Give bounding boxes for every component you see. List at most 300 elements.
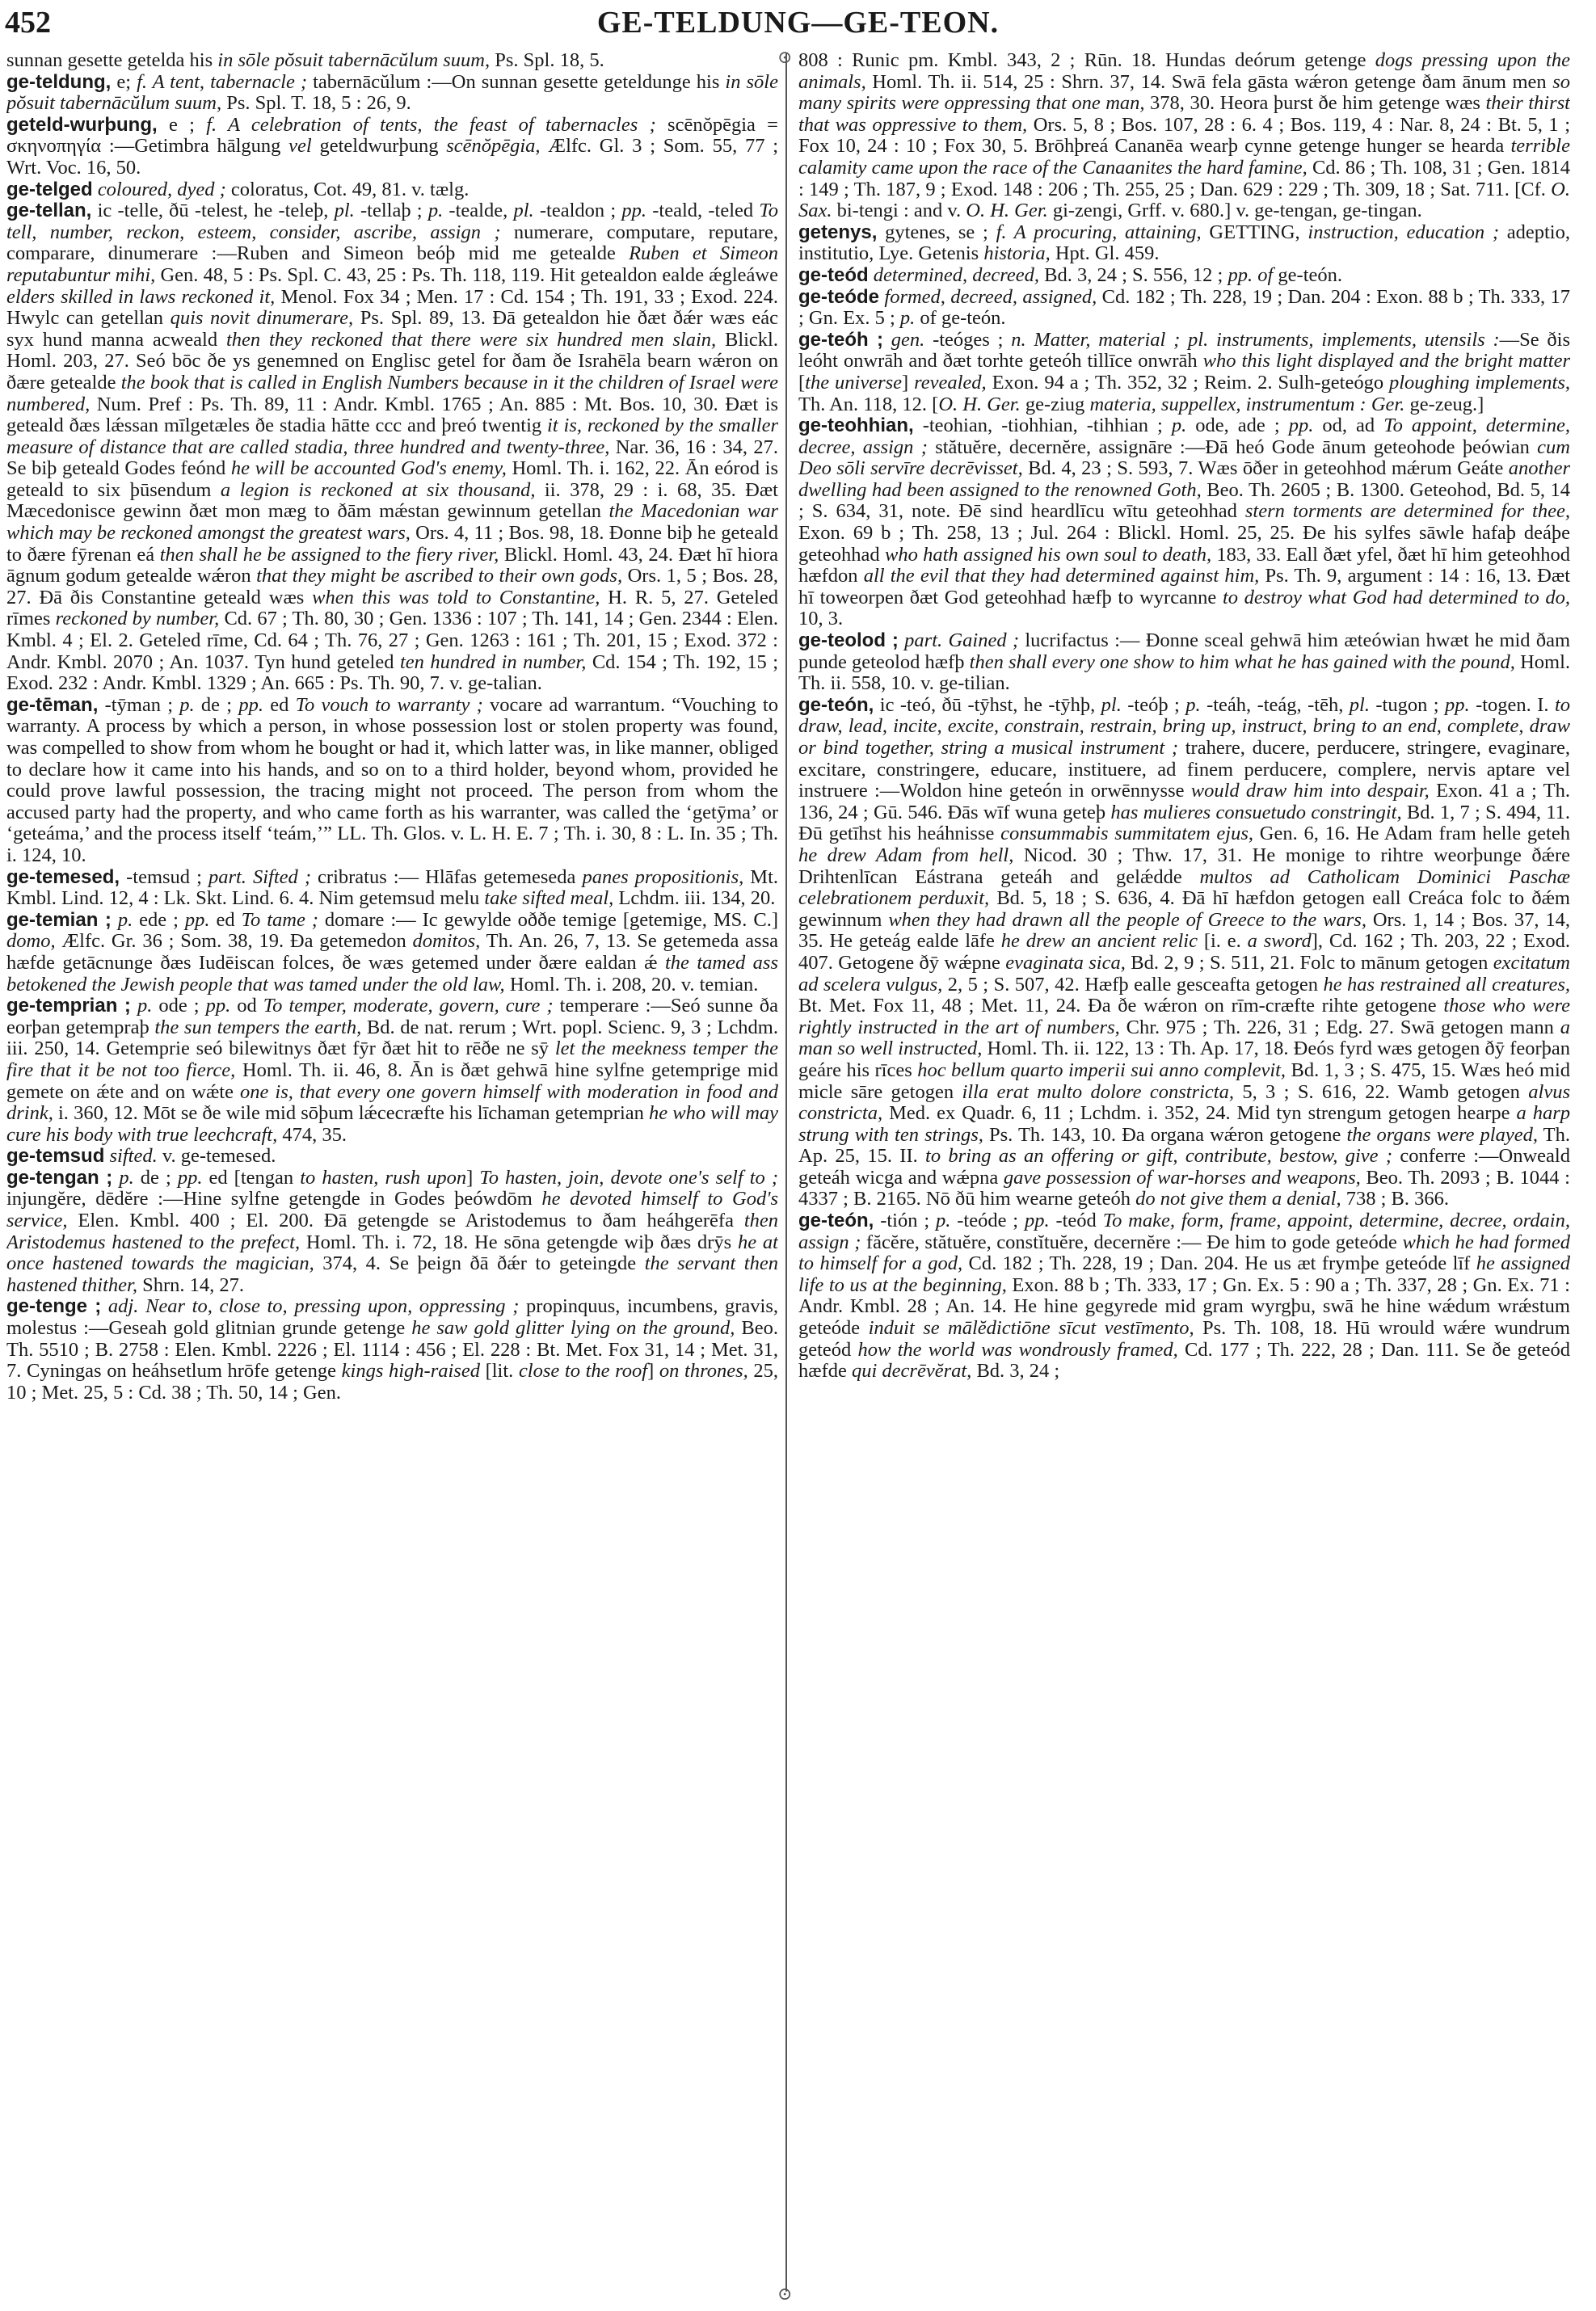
entry-translation: he at once hastened towards the magician, bbox=[6, 1231, 778, 1275]
dictionary-entry bbox=[6, 72, 778, 115]
entry-translation: consummabis summitatem ejus, bbox=[1000, 823, 1254, 845]
entry-text: Lchdm. iii. 134, 20. bbox=[613, 887, 776, 910]
entry-translation: To tell, number, reckon, esteem, consider, ascribe, assign ; bbox=[6, 200, 778, 243]
entry-translation: To appoint, determine, decree, assign ; bbox=[798, 415, 1570, 458]
entry-text: Nar. 36, 16 : 34, 27. Se biþ geteald Godes feónd bbox=[6, 436, 778, 480]
entry-translation: p. bbox=[137, 995, 153, 1017]
entry-translation: it is, reckoned by the smaller measure of distance that are called stadia, three hundred and twenty-three, bbox=[6, 415, 778, 458]
entry-text: Gen. 6, 16. He Adam fram helle geteh bbox=[1253, 823, 1570, 845]
entry-text: stătuĕre, decernĕre, assignāre :—Ðā heó Gode ānum geteohode þeówian bbox=[927, 436, 1538, 458]
entry-translation: to destroy what God had determined to do, bbox=[1222, 586, 1570, 608]
entry-text: [lit. bbox=[479, 1360, 519, 1383]
entry-headword: ge-teldung, bbox=[6, 70, 112, 93]
entry-translation: qui decrēvĕrat, bbox=[852, 1360, 972, 1383]
entry-text: Ps. Spl. T. 18, 5 : 26, 9. bbox=[221, 92, 411, 115]
entry-text: 25, 10 ; Met. 25, 5 : Cd. 38 ; Th. 50, 14 ; Gen. bbox=[6, 1360, 778, 1404]
entry-text: -teóde ; bbox=[950, 1210, 1025, 1232]
entry-translation: who hath assigned his own soul to death, bbox=[884, 543, 1212, 566]
entry-text: cribratus :— Hlāfas getemeseda bbox=[310, 865, 583, 888]
entry-text: Gen. 48, 5 : Ps. Spl. C. 43, 25 : Ps. Th. 118, 119. Hit getealdon ealde ǽgleáwe bbox=[155, 263, 778, 286]
entry-text: Chr. 975 ; Th. 226, 31 ; Edg. 27. Swā getogen mann bbox=[1119, 1016, 1560, 1038]
entry-translation: materia, suppellex, instrumentum : Ger. bbox=[1089, 393, 1405, 415]
entry-text: ], Cd. 162 ; Th. 203, 22 ; Exod. 407. Getogene ðȳ wǽpne bbox=[798, 930, 1570, 974]
entry-text: sunnan gesette getelda his bbox=[6, 50, 218, 71]
entry-translation: adj. Near to, close to, pressing upon, oppressing ; bbox=[107, 1295, 520, 1318]
entry-translation: alvus constricta, bbox=[798, 1080, 1570, 1125]
entry-translation: in sōle pŏsuit tabernācŭlum suum, bbox=[217, 50, 491, 71]
entry-translation: determined, decreed, bbox=[873, 263, 1040, 286]
entry-text: Homl. Th. ii. 46, 8. Ān is ðæt gehwā hine sylfne getemprige mid gemete on ǽte and on wǽte bbox=[6, 1059, 778, 1103]
entry-text: geteldwurþung bbox=[311, 135, 447, 158]
entry-translation: domitos, bbox=[412, 930, 481, 953]
entry-translation: p. bbox=[427, 200, 444, 222]
entry-text: -teód bbox=[1049, 1210, 1103, 1232]
entry-translation: he drew Adam from hell, bbox=[798, 844, 1014, 866]
entry-text: trahere, ducere, perducere, stringere, evaginare, excitare, constringere, educare, instituere, ad finem perducere, complere, nervis aptare vel instruere :—Woldon hine geteón in orwēnnysse bbox=[798, 737, 1570, 802]
entry-text: ] bbox=[466, 1166, 480, 1189]
entry-text: 738 ; B. 366. bbox=[1341, 1188, 1450, 1210]
entry-translation: Ruben et Simeon reputabuntur mihi, bbox=[6, 242, 778, 286]
entry-text: injungĕre, dēdĕre :—Hine sylfne getengde in Godes þeówdōm bbox=[6, 1188, 542, 1210]
entry-text: ode ; bbox=[152, 995, 206, 1017]
entry-translation: one is, that every one govern himself with moderation in food and drink, bbox=[6, 1080, 778, 1125]
entry-translation: close to the roof bbox=[518, 1360, 648, 1383]
entry-translation: kings high-raised bbox=[341, 1360, 480, 1383]
entry-translation: all the evil that they had determined against him, bbox=[863, 565, 1260, 587]
entry-translation: illa erat multo dolore constricta, bbox=[962, 1080, 1234, 1103]
entry-translation: another dwelling had been assigned to the renowned Goth, bbox=[798, 457, 1570, 501]
entry-translation: To temper, moderate, govern, cure ; bbox=[263, 995, 554, 1017]
entry-text: -tellaþ ; bbox=[354, 200, 428, 222]
entry-headword: ge-tenge ; bbox=[6, 1295, 102, 1318]
running-title: GE-TELDUNG—GE-TEON. bbox=[596, 6, 1000, 40]
entry-text: Bd. 3, 24 ; bbox=[971, 1360, 1060, 1383]
dictionary-entry bbox=[798, 265, 1570, 287]
entry-text: Num. Pref : Ps. Th. 89, 11 : Andr. Kmbl. 1765 ; An. 885 : Mt. Bos. 10, 30. Ðæt is geteald ðæs lǽssan mīlgetæles ðe stadia hātte ccc and þreó twentig bbox=[6, 393, 778, 437]
entry-text: -temsud ; bbox=[120, 865, 208, 888]
entry-text: —Se ðis leóht onwrāh and ðæt torhte geteóh tillīce onwrāh bbox=[798, 328, 1570, 373]
entry-text: Bd. 5, 18 ; S. 636, 4. Ðā hī hæfdon getogen eall Creáca folc to ðǽm gewinnum bbox=[798, 887, 1570, 931]
dictionary-entry bbox=[6, 910, 778, 996]
entry-text: od, ad bbox=[1313, 415, 1384, 437]
entry-headword: getenys, bbox=[798, 221, 878, 243]
entry-text: gi-zengi, Grff. v. 680.] v. ge-tengan, ge-tingan. bbox=[1047, 200, 1422, 222]
entry-translation: let the meekness temper the fire that it be not too fierce, bbox=[6, 1038, 778, 1081]
entry-translation: f. A celebration of tents, the feast of tabernacles ; bbox=[206, 113, 656, 136]
entry-translation: evaginata sica, bbox=[1005, 951, 1126, 974]
entry-headword: ge-temesed, bbox=[6, 865, 120, 888]
entry-text: Blickl. Homl. 203, 27. Seó bōc ðe ys genemned on Englisc getel for ðam ðe Israhēla bearn wǽron on ðære getealde bbox=[6, 328, 778, 394]
entry-text: domare :— Ic gewylde oððe temige [getemige, MS. C.] bbox=[318, 908, 778, 931]
entry-text: gytenes, se ; bbox=[877, 221, 996, 243]
entry-text: ic -telle, ðū -telest, he -teleþ, bbox=[91, 200, 335, 222]
entry-text: Cd. 177 ; Th. 222, 28 ; Dan. 111. Se ðe geteód hæfde bbox=[798, 1338, 1570, 1383]
entry-translation: p. bbox=[119, 1166, 134, 1189]
entry-translation: n. Matter, material ; pl. instruments, implements, utensils : bbox=[1011, 328, 1500, 351]
left-column bbox=[6, 50, 778, 2305]
entry-translation: that they might be ascribed to their own gods, bbox=[256, 565, 623, 587]
entry-translation: To tame ; bbox=[241, 908, 318, 931]
entry-translation: f. A tent, tabernacle ; bbox=[137, 70, 308, 93]
entry-text: ede ; bbox=[133, 908, 185, 931]
entry-text: de ; bbox=[133, 1166, 178, 1189]
entry-text: Beo. Th. 2605 ; B. 1300. Geteohod, Bd. 5, 14 ; S. 634, 31, note. Ðē sind heardlīcu wītu geteohhad bbox=[798, 478, 1570, 523]
entry-translation: those who were rightly instructed in the art of numbers, bbox=[798, 995, 1570, 1038]
entry-text: ii. 378, 29 : i. 68, 35. Ðæt Mæcedonisce gewinn ðæt mon mæg to ðām mǽstan gewinnum getellan bbox=[6, 478, 778, 523]
entry-text: Med. ex Quadr. 6, 11 ; Lchdm. i. 352, 24. Mid tyn strengum getogen hearpe bbox=[882, 1102, 1517, 1125]
entry-headword: ge-tēman, bbox=[6, 693, 99, 716]
entry-translation: who this light displayed and the bright matter bbox=[1202, 350, 1570, 373]
entry-translation: part. Sifted ; bbox=[208, 865, 311, 888]
entry-text: ed [tengan bbox=[202, 1166, 301, 1189]
entry-headword: ge-teóh ; bbox=[798, 328, 883, 351]
entry-translation: domo, bbox=[6, 930, 56, 953]
entry-translation: formed, decreed, assigned, bbox=[884, 285, 1097, 308]
entry-text: -teald, -teled bbox=[646, 200, 760, 222]
entry-translation: has mulieres consuetudo constringit, bbox=[1110, 801, 1402, 823]
entry-translation: pp. bbox=[205, 995, 231, 1017]
entry-text: GETTING, bbox=[1201, 221, 1308, 243]
entry-text: Elen. Kmbl. 400 ; El. 200. Ðā getengde se Aristodemus to ðam heáhgerēfa bbox=[67, 1210, 744, 1232]
entry-translation: when they had drawn all the people of Greece to the wars, bbox=[888, 908, 1366, 931]
entry-translation: the book that is called in English Numbers because in it the children of Israel were numbered, bbox=[6, 371, 778, 415]
entry-text: Blickl. Homl. 43, 24. Ðæt hī hiora āgnum godum getealde wǽron bbox=[6, 543, 778, 587]
dictionary-entry bbox=[798, 630, 1570, 695]
entry-text: Th. An. 26, 7, 13. Se getemeda assa hæfde getācnunge ðæs Iudēiscan folces, ðe wæs getemed under ðære ealdan ǽ bbox=[6, 930, 778, 974]
page-number: 452 bbox=[5, 6, 51, 40]
entry-text: ] bbox=[902, 371, 915, 394]
entry-text: ge-ziug bbox=[1020, 393, 1090, 415]
dictionary-entry bbox=[6, 1168, 778, 1297]
entry-translation: he has restrained all creatures, bbox=[1323, 973, 1570, 996]
entry-translation: pl. bbox=[513, 200, 534, 222]
entry-text: -tȳman ; bbox=[98, 693, 180, 716]
entry-text: Exon. 88 b ; Th. 333, 17 ; Gn. Ex. 5 : 90 a ; Th. 337, 28 ; Gn. Ex. 71 : Andr. Kmbl. 28 ; An. 14. He hine gegyrede mid gram wyrgþu, swā he hine wǽdum wrǽstum geteóde bbox=[798, 1273, 1570, 1340]
entry-translation: panes propositionis, bbox=[582, 865, 744, 888]
entry-translation: he saw gold glitter lying on the ground, bbox=[411, 1317, 735, 1340]
entry-translation: ten hundred in number, bbox=[399, 650, 587, 673]
entry-text: i. 360, 12. Mōt se ðe wile mid sōþum lǽcecræfte his līchaman getemprian bbox=[53, 1102, 650, 1125]
entry-translation: coloured, dyed ; bbox=[97, 178, 226, 200]
entry-text: conferre :—Onweald geteáh wicga and wǽpna bbox=[798, 1145, 1570, 1189]
entry-text: Mt. Kmbl. Lind. 12, 4 : Lk. Skt. Lind. 6. 4. Nim getemsud melu bbox=[6, 865, 778, 910]
entry-translation: O. H. Ger. bbox=[938, 393, 1021, 415]
entry-translation: O. Sax. bbox=[798, 178, 1570, 222]
entry-translation: To hasten, join, devote one's self to ; bbox=[479, 1166, 778, 1189]
entry-text bbox=[883, 329, 891, 351]
entry-translation: To vouch to warranty ; bbox=[295, 693, 483, 716]
entry-text: 10, 3. bbox=[798, 608, 844, 630]
entry-text: Homl. Th. ii. 122, 13 : Th. Ap. 17, 18. Ðeós fyrd wæs getogen ðȳ feorþan geáre his rīces bbox=[798, 1038, 1570, 1081]
entry-text: Cd. 182 ; Th. 228, 19 ; Dan. 204 : Exon. 88 b ; Th. 333, 17 ; Gn. Ex. 5 ; bbox=[798, 285, 1570, 330]
entry-translation: pl. bbox=[1349, 693, 1370, 716]
entry-translation: to draw, lead, incite, excite, constrain, restrain, bring up, instruct, bring to an end, complete, draw or bind together, string a musical instrument ; bbox=[798, 693, 1570, 759]
entry-text: Nicod. 30 ; Thw. 17, 31. He monige to rihtre weorþunge ðǽre Drihtenlīcan Eástrana geteáh and gelǽdde bbox=[798, 844, 1570, 888]
entry-text: ed bbox=[209, 908, 242, 931]
entry-text: -tión ; bbox=[874, 1210, 936, 1232]
entry-translation: to hasten, rush upon bbox=[300, 1166, 467, 1189]
entry-text: Bd. de nat. rerum ; Wrt. popl. Scienc. 9, 3 ; Lchdm. iii. 250, 14. Getemprie seó bilewitnys ðæt fȳr ðæt hit to rēðe ne sȳ bbox=[6, 1016, 778, 1060]
entry-text: ge-teón. bbox=[1273, 263, 1343, 286]
entry-headword: ge-temsud bbox=[6, 1145, 105, 1168]
right-column bbox=[798, 50, 1570, 2305]
entry-text: 5, 3 ; S. 616, 22. Wamb getogen bbox=[1233, 1080, 1529, 1103]
entry-text: 378, 30. Heora þurst ðe him getenge wæs bbox=[1144, 92, 1486, 115]
entry-text: e ; bbox=[157, 113, 207, 136]
entry-headword: geteld-wurþung, bbox=[6, 113, 158, 136]
entry-text: Shrn. 14, 27. bbox=[137, 1273, 245, 1296]
entry-headword: ge-temian ; bbox=[6, 908, 112, 931]
entry-text: vocare ad warrantum. “Vouching to warranty. A process by which a person, in whose possession lost or stolen property was found, was compelled to show from whom he bought or had it, which latter was, in like manner, obliged to declare how it came into his hands, and so on to a third holder, beyond whom, provided he could prove lawful possession, the tracing might not proceed. The person from whom the accused party had the property, and who came forth as his warranter, was called the ‘getȳma’ or ‘geteáma,’ and the process itself ‘teám,’” LL. Th. Glos. v. L. H. E. 7 ; Th. i. 30, 8 : L. In. 35 ; Th. i. 124, 10. bbox=[6, 693, 778, 866]
column-divider-top-ornament: ⊙ bbox=[777, 47, 793, 67]
entry-text: Th. Ap. 25, 15. II. bbox=[798, 1123, 1570, 1168]
entry-headword: ge-temprian ; bbox=[6, 995, 131, 1017]
entry-translation: pp. bbox=[621, 200, 647, 222]
entry-text: făcĕre, stătuĕre, constĭtuĕre, decernĕre :— Ðe him to gode geteóde bbox=[861, 1231, 1403, 1253]
dictionary-entry bbox=[6, 1296, 778, 1404]
entry-translation: then Aristodemus hastened to the prefect, bbox=[6, 1210, 778, 1253]
entry-translation: pp. bbox=[177, 1166, 203, 1189]
entry-text: ode, ade ; bbox=[1186, 415, 1289, 437]
entry-translation: he assigned life to us at the beginning, bbox=[798, 1252, 1570, 1296]
dictionary-entry bbox=[6, 996, 778, 1146]
entry-translation: take sifted meal, bbox=[484, 887, 614, 910]
entry-translation: excitatum ad scelera vulgus, bbox=[798, 951, 1570, 996]
entry-translation: induit se mālĕdictiōne sīcut vestīmento, bbox=[868, 1317, 1194, 1340]
entry-translation: quis novit dinumerare, bbox=[170, 307, 354, 330]
entry-headword: ge-teón, bbox=[798, 1210, 874, 1232]
dictionary-entry bbox=[6, 695, 778, 867]
entry-translation: pl. bbox=[1101, 693, 1122, 716]
entry-translation: to bring as an offering or gift, contribute, bestow, give ; bbox=[925, 1145, 1392, 1168]
entry-text: ic -teó, ðū -tȳhst, he -tȳhþ, bbox=[874, 693, 1101, 716]
entry-text: 808 : Runic pm. Kmbl. 343, 2 ; Rūn. 18. Hundas deórum getenge bbox=[798, 50, 1375, 71]
entry-text: -teohian, -tiohhian, -tihhian ; bbox=[913, 415, 1172, 437]
entry-translation: a man so well instructed, bbox=[798, 1016, 1570, 1060]
entry-text: numerare, computare, reputare, comparare, dinumerare :—Ruben and Simeon beóþ mid me getealde bbox=[6, 221, 778, 265]
entry-headword: ge-teóde bbox=[798, 285, 880, 308]
entry-text: of ge-teón. bbox=[915, 307, 1006, 330]
entry-text: Ælfc. Gr. 36 ; Som. 38, 19. Ða getemedon bbox=[55, 930, 413, 953]
entry-translation: a harp strung with ten strings, bbox=[798, 1102, 1570, 1146]
entry-text: Homl. Th. ii. 514, 25 : Shrn. 37, 14. Swā fela gāsta wǽron getenge ðam ānum men bbox=[865, 70, 1553, 93]
entry-translation: do not give them a denial, bbox=[1135, 1188, 1341, 1210]
entry-translation: the Macedonian war which may be reckoned amongst the greatest wars, bbox=[6, 500, 778, 545]
entry-translation: p. bbox=[117, 908, 133, 931]
entry-translation: he drew an ancient relic bbox=[1000, 930, 1198, 953]
entry-text: Ps. Spl. 18, 5. bbox=[490, 50, 604, 71]
entry-text: Homl. Th. ii. 558, 10. v. ge-tilian. bbox=[798, 650, 1570, 695]
entry-text: 183, 33. Eall ðæt yfel, ðæt hī him geteohhod hæfdon bbox=[798, 543, 1570, 587]
entry-translation: he devoted himself to God's service, bbox=[6, 1188, 778, 1232]
entry-translation: pp. bbox=[238, 693, 263, 716]
entry-translation: pp. bbox=[1288, 415, 1314, 437]
entry-text: Ors. 5, 8 ; Bos. 107, 28 : 6. 4 ; Bos. 119, 4 : Nar. 8, 24 : Bt. 5, 1 ; Fox 10, 24 : 10 ; Fox 30, 5. Brōhþreá Cananēa wearþ cynne getenge hunger se hearda bbox=[798, 113, 1570, 158]
entry-text bbox=[131, 995, 137, 1017]
entry-translation: the organs were played, bbox=[1346, 1123, 1538, 1146]
entry-translation: a legion is reckoned at six thousand, bbox=[220, 478, 536, 501]
entry-text: scēnŏpēgia = σκηνοπηγία :—Getimbra hālgung bbox=[6, 113, 778, 158]
entry-text: 374, 4. Se þeign ðā ðǽr to geteingde bbox=[314, 1252, 645, 1275]
entry-headword: ge-teohhian, bbox=[798, 415, 914, 437]
entry-translation: stern torments are determined for thee, bbox=[1244, 500, 1570, 523]
dictionary-entry bbox=[798, 415, 1570, 630]
entry-text: Bd. 1, 3 ; S. 475, 15. Wæs heó mid micle sāre getogen bbox=[798, 1059, 1570, 1103]
entry-text: [i. e. bbox=[1197, 930, 1248, 953]
entry-text: 2, 5 ; S. 507, 42. Hæfþ ealle gesceafta getogen bbox=[942, 973, 1324, 996]
entry-headword: ge-teón, bbox=[798, 693, 874, 716]
entry-translation: terrible calamity came upon the race of the Canaanites the hard famine, bbox=[798, 135, 1570, 179]
entry-translation: part. Gained ; bbox=[904, 629, 1020, 652]
entry-text: bi-tengi : and v. bbox=[832, 200, 966, 222]
entry-text: Ps. Spl. 89, 13. Ðā getealdon hie ðæt ðǽr wæs eác syx hund manna acweald bbox=[6, 307, 778, 351]
entry-translation: elders skilled in laws reckoned it, bbox=[6, 285, 276, 308]
dictionary-entry bbox=[6, 200, 778, 695]
entry-text: Cd. 182 ; Th. 228, 19 ; Dan. 204. He us æt frymþe geteóde līf bbox=[962, 1252, 1476, 1275]
entry-text: lucrifactus :— Ðonne sceal gehwā him æteówian hwæt he mid ðam punde geteolod hæfþ bbox=[798, 629, 1570, 673]
entry-translation: reckoned by number, bbox=[55, 608, 220, 630]
entry-translation: then shall every one show to him what he has gained with the pound, bbox=[969, 650, 1515, 673]
entry-text: Beo. Th. 2093 ; B. 1044 : 4337 ; B. 2165. Nō ðū him wearne geteóh bbox=[798, 1166, 1570, 1210]
entry-translation: p. bbox=[899, 307, 916, 330]
entry-translation: p. bbox=[1185, 693, 1201, 716]
dictionary-entry bbox=[6, 115, 778, 179]
entry-text: Ors. 4, 11 ; Bos. 98, 18. Ðonne biþ he geteald to ðære fȳrenan eá bbox=[6, 522, 778, 566]
entry-translation: gen. bbox=[891, 328, 925, 351]
entry-translation: historia, bbox=[983, 242, 1051, 265]
entry-translation: gave possession of war-horses and weapons, bbox=[1003, 1166, 1361, 1189]
entry-translation: O. H. Ger. bbox=[966, 200, 1048, 222]
entry-text: Bt. Met. Fox 11, 48 ; Met. 11, 24. Ða ðe wǽron on rīm-cræfte rihte getogene bbox=[798, 995, 1444, 1017]
entry-translation: then they reckoned that there were six hundred men slain, bbox=[225, 328, 717, 351]
entry-translation: dogs pressing upon the animals, bbox=[798, 50, 1570, 93]
entry-text: Th. An. 118, 12. [ bbox=[798, 393, 939, 415]
entry-text: Ors. 1, 5 ; Bos. 28, 27. Ðā ðis Constantine geteald wæs bbox=[6, 565, 778, 608]
entry-text: Beo. Th. 5510 ; B. 2758 : Elen. Kmbl. 2226 ; El. 1114 : 456 ; El. 228 : Bt. Met. Fox 31, 14 ; Met. 31, 7. Cyningas on heáhsetlum hrōfe getenge bbox=[6, 1317, 778, 1383]
entry-translation: pp. bbox=[1024, 1210, 1050, 1232]
entry-translation: the servant then hastened thither, bbox=[6, 1252, 778, 1296]
column-divider bbox=[785, 53, 787, 2292]
entry-translation: pl. bbox=[334, 200, 355, 222]
dictionary-entry bbox=[6, 179, 778, 201]
entry-text: Hpt. Gl. 459. bbox=[1050, 242, 1160, 265]
column-divider-bottom-ornament: ⊙ bbox=[777, 2284, 793, 2304]
entry-translation: pp. bbox=[184, 908, 210, 931]
entry-text: adeptio, institutio, Lye. Getenis bbox=[798, 221, 1570, 265]
page-header bbox=[0, 0, 1596, 48]
entry-translation: on thrones, bbox=[659, 1360, 748, 1383]
entry-text: Ors. 1, 14 ; Bos. 37, 14, 35. He geteág ealde lāfe bbox=[798, 908, 1570, 953]
entry-text: v. ge-temesed. bbox=[157, 1145, 276, 1168]
entry-text: de ; bbox=[194, 693, 239, 716]
entry-translation: so many spirits were oppressing that one man, bbox=[798, 70, 1570, 115]
entry-text: -teóþ ; bbox=[1121, 693, 1186, 716]
entry-translation: he who will may cure his body with true leechcraft, bbox=[6, 1102, 778, 1146]
entry-translation: f. A procuring, attaining, bbox=[996, 221, 1202, 243]
entry-translation: p. bbox=[1171, 415, 1187, 437]
entry-text: ed bbox=[263, 693, 296, 716]
dictionary-entry bbox=[6, 1146, 778, 1168]
entry-translation: in sōle pŏsuit tabernācŭlum suum, bbox=[6, 70, 778, 115]
entry-text: Bd. 1, 7 ; S. 494, 11. Ðū getīhst his heáhnisse bbox=[798, 801, 1570, 845]
entry-translation: a sword bbox=[1247, 930, 1312, 953]
entry-translation: ploughing implements, bbox=[1389, 371, 1570, 394]
entry-translation: their thirst that was oppressive to them, bbox=[798, 92, 1570, 136]
dictionary-entry bbox=[798, 222, 1570, 265]
entry-text: Exon. 41 a ; Th. 136, 24 ; Gū. 546. Ðās wīf wuna geteþ bbox=[798, 780, 1570, 823]
dictionary-entry bbox=[798, 287, 1570, 330]
entry-translation: vel bbox=[288, 135, 312, 158]
entry-headword: ge-tellan, bbox=[6, 200, 92, 222]
entry-text: -tealdon ; bbox=[533, 200, 622, 222]
entry-translation: the sun tempers the earth, bbox=[154, 1016, 362, 1038]
entry-translation: revealed, bbox=[914, 371, 987, 394]
entry-headword: ge-tengan ; bbox=[6, 1166, 113, 1189]
entry-text: -teáh, -teág, -tēh, bbox=[1200, 693, 1350, 716]
entry-translation: To make, form, frame, appoint, determine, decree, ordain, assign ; bbox=[798, 1210, 1570, 1253]
entry-text: H. R. 5, 27. Geteled rīmes bbox=[6, 586, 778, 630]
entry-text: Ælfc. Gl. 3 ; Som. 55, 77 ; Wrt. Voc. 16, 50. bbox=[6, 135, 778, 179]
entry-translation: hoc bellum quarto imperii sui anno complevit, bbox=[917, 1059, 1286, 1081]
entry-text: Homl. Th. i. 208, 20. v. temian. bbox=[504, 973, 759, 996]
entry-text: -tealde, bbox=[443, 200, 514, 222]
dictionary-entry bbox=[798, 50, 1570, 222]
entry-text: coloratus, Cot. 49, 81. v. tælg. bbox=[225, 178, 470, 200]
entry-text: Cd. 67 ; Th. 80, 30 ; Gen. 1336 : 107 ; Th. 141, 14 ; Gen. 2344 : Elen. Kmbl. 4 ; El. 2. Geteled rīme, Cd. 64 ; Th. 76, 27 ; Gen. 1263 : 161 ; Th. 201, 15 ; Exod. 372 : Andr. Kmbl. 2070 ; An. 1037. Tyn hund geteled bbox=[6, 608, 778, 673]
entry-headword: ge-teolod ; bbox=[798, 629, 899, 652]
entry-text: Menol. Fox 34 ; Men. 17 : Cd. 154 ; Th. 191, 33 ; Exod. 224. Hwylc can getellan bbox=[6, 285, 778, 330]
entry-text: Bd. 4, 23 ; S. 593, 7. Wæs ōðer in geteohhod mǽrum Geáte bbox=[1022, 457, 1509, 480]
dictionary-entry bbox=[6, 867, 778, 910]
entry-translation: the universe bbox=[805, 371, 903, 394]
entry-text: Ps. Th. 9, argument : 14 : 16, 13. Ðæt hī toweorpen ðæt God geteohhad hæfþ to wyrcanne bbox=[798, 565, 1570, 608]
entry-text: ge-zeug.] bbox=[1404, 393, 1484, 415]
dictionary-entry bbox=[798, 330, 1570, 415]
entry-translation: when this was told to Constantine, bbox=[312, 586, 600, 608]
entry-text: od bbox=[230, 995, 263, 1017]
entry-headword: ge-telged bbox=[6, 178, 93, 200]
entry-text: ] bbox=[647, 1360, 659, 1383]
entry-translation: cum Deo sōli servīre decrēvisset, bbox=[798, 436, 1570, 480]
entry-text: e; bbox=[111, 70, 137, 93]
entry-text: Homl. Th. i. 162, 22. Ān eórod is geteald to six þūsendum bbox=[6, 457, 778, 501]
entry-translation: multos ad Catholicam Dominici Paschæ celebrationem perduxit, bbox=[798, 865, 1570, 910]
entry-text: Ps. Th. 108, 18. Hū wrould wǽre wundrum geteód bbox=[798, 1317, 1570, 1361]
entry-text: 474, 35. bbox=[277, 1123, 347, 1146]
entry-translation: would draw him into despair, bbox=[1190, 780, 1430, 802]
entry-text: propinquus, incumbens, gravis, molestus :—Geseah gold glitnian grunde getenge bbox=[6, 1295, 778, 1340]
entry-text: Exon. 69 b ; Th. 258, 13 ; Jul. 264 : Blickl. Homl. 25, 25. Ðe his sylfes sāwle hafaþ deáþe geteohhad bbox=[798, 522, 1570, 566]
entry-text bbox=[101, 1295, 108, 1317]
entry-translation: instruction, education ; bbox=[1308, 221, 1499, 243]
dictionary-entry bbox=[798, 695, 1570, 1210]
entry-translation: pp. of bbox=[1228, 263, 1274, 286]
entry-translation: then shall he be assigned to the fiery river, bbox=[159, 543, 499, 566]
entry-text: Cd. 86 ; Th. 108, 31 ; Gen. 1814 : 149 ; Th. 187, 9 ; Exod. 148 : 206 ; Th. 255, 25 ; Dan. 629 : 229 ; Th. 309, 18 ; Sat. 711. [Cf. bbox=[798, 156, 1570, 200]
entry-text: -tugon ; bbox=[1369, 693, 1446, 716]
entry-text: -togen. I. bbox=[1469, 693, 1555, 716]
dictionary-entry bbox=[6, 50, 778, 72]
entry-text: Cd. 154 ; Th. 192, 15 ; Exod. 232 : Andr. Kmbl. 1329 ; An. 665 : Ps. Th. 90, 7. v. ge-talian. bbox=[6, 650, 778, 695]
entry-translation: the tamed ass betokened the Jewish people that was tamed under the old law, bbox=[6, 951, 778, 996]
entry-translation: he will be accounted God's enemy, bbox=[230, 457, 507, 480]
entry-headword: ge-teód bbox=[798, 263, 869, 286]
dictionary-entry bbox=[798, 1210, 1570, 1383]
entry-text: Bd. 2, 9 ; S. 511, 21. Folc to mānum getogen bbox=[1125, 951, 1493, 974]
entry-text: Bd. 3, 24 ; S. 556, 12 ; bbox=[1039, 263, 1228, 286]
entry-text bbox=[112, 909, 118, 931]
entry-text: Ps. Th. 143, 10. Ða organa wǽron getogene bbox=[983, 1123, 1347, 1146]
